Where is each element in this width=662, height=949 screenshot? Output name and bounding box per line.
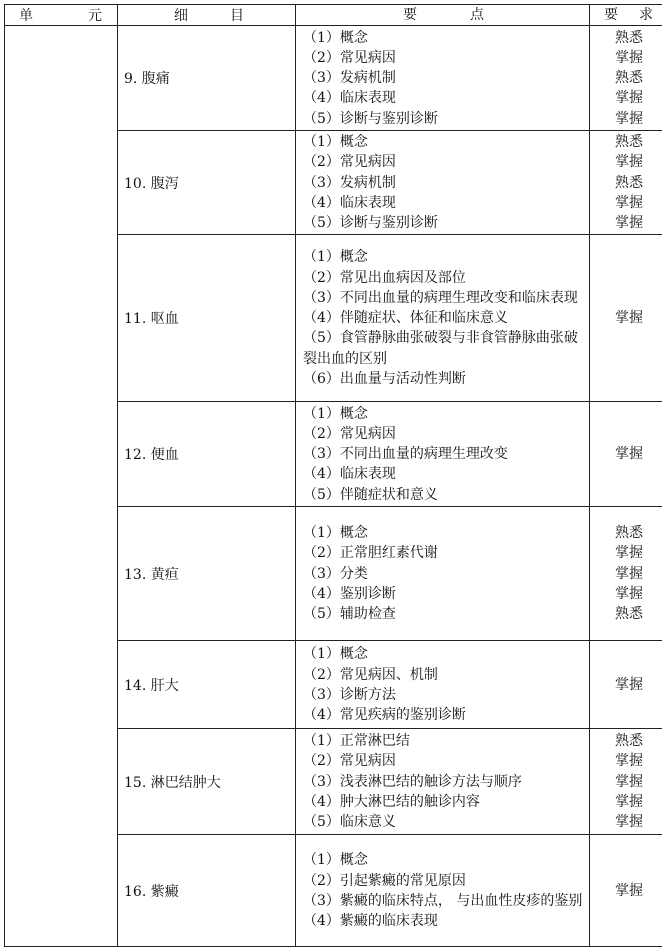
requirement-cell [590,507,662,641]
requirement-value: 熟悉 [615,525,643,542]
point-line: （1）概念 [303,646,368,663]
point-line: （5）诊断与鉴别诊断 [303,110,438,127]
item-cell: 10. 腹泻 [118,131,296,235]
points-cell [296,835,590,947]
table-body [5,26,662,947]
requirement-cell [590,835,662,947]
point-line: （5）临床意义 [303,814,396,830]
point-line: （2）常见病因 [303,425,396,442]
header-item-char: 目 [230,8,245,25]
point-line: （4）临床表现 [303,194,396,211]
points-cell [296,729,590,835]
requirement-value: 掌握 [615,676,643,693]
point-line: （2）常见病因 [303,49,396,66]
point-line: （3）发病机制 [303,70,396,87]
item-cell: 15. 淋巴结肿大 [118,729,296,835]
requirement-cell [590,729,662,835]
point-line: （3）紫癜的临床特点， 与出血性皮疹的鉴别 [303,892,583,909]
point-line: （4）常见疾病的鉴别诊断 [303,706,466,723]
header-unit-char: 单 [19,8,34,25]
requirement-value: 掌握 [615,773,643,790]
header-points-char: 要 [403,7,418,23]
requirement-value: 掌握 [615,310,643,327]
requirement-value: 熟悉 [615,134,643,151]
points-cell [296,402,590,507]
item-cell: 16. 紫癜 [118,835,296,947]
requirement-value: 掌握 [615,194,643,211]
header-points [296,5,590,26]
point-line: （1）概念 [303,249,368,266]
requirement-value: 熟悉 [615,29,643,46]
point-line: （4）临床表现 [303,466,396,483]
point-line: （1）概念 [303,29,368,46]
requirement-cell [590,641,662,729]
header-item [118,5,296,26]
requirement-cell [590,26,662,131]
header-req-char: 要 [604,7,619,23]
point-line: （4）鉴别诊断 [303,585,396,602]
point-line: （2）正常胆红素代谢 [303,545,438,562]
point-line: （2）常见病因、机制 [303,666,438,683]
requirement-value: 掌握 [615,753,643,770]
header-req [590,5,662,26]
table-row [5,26,662,131]
points-cell [296,131,590,235]
point-line: （1）概念 [303,525,368,542]
requirement-value: 熟悉 [615,733,643,750]
point-line: （4）肿大淋巴结的触诊内容 [303,793,480,810]
requirement-value: 掌握 [615,565,643,582]
point-line: （5）诊断与鉴别诊断 [303,215,438,231]
points-cell [296,507,590,641]
requirement-value: 掌握 [615,110,643,127]
points-cell [296,641,590,729]
point-line: （3）发病机制 [303,174,396,191]
point-line: （6）出血量与活动性判断 [303,370,466,387]
header-row [5,5,662,26]
point-line: （3）分类 [303,565,368,582]
requirement-value: 掌握 [615,49,643,66]
requirement-cell [590,402,662,507]
points-cell [296,26,590,131]
point-line: （5）食管静脉曲张破裂与非食管静脉曲张破裂出血的区别 [303,330,578,367]
requirement-value: 掌握 [615,215,643,231]
syllabus-table [4,4,662,947]
header-points-char: 点 [470,7,485,23]
requirement-value: 掌握 [615,446,643,463]
header-req-char: 求 [639,7,654,23]
requirement-value: 掌握 [615,814,643,830]
unit-cell [5,26,118,947]
point-line: （1）概念 [303,852,368,869]
requirement-value: 掌握 [615,154,643,171]
item-cell: 13. 黄疸 [118,507,296,641]
point-line: （1）正常淋巴结 [303,733,410,750]
point-line: （5）伴随症状和意义 [303,486,438,503]
requirement-value: 掌握 [615,793,643,810]
item-cell: 9. 腹痛 [118,26,296,131]
point-line: （3）诊断方法 [303,686,396,703]
point-line: （2）引起紫癜的常见原因 [303,872,466,889]
point-line: （1）概念 [303,405,368,422]
item-cell: 12. 便血 [118,402,296,507]
point-line: （5）辅助检查 [303,606,396,622]
point-line: （4）伴随症状、体征和临床意义 [303,310,508,327]
requirement-value: 熟悉 [615,70,643,87]
requirement-cell [590,131,662,235]
header-unit [5,5,118,26]
point-line: （3）浅表淋巴结的触诊方法与顺序 [303,773,522,790]
item-cell: 14. 肝大 [118,641,296,729]
requirement-value: 熟悉 [615,606,643,622]
requirement-value: 掌握 [615,90,643,107]
point-line: （4）临床表现 [303,90,396,107]
point-line: （3）不同出血量的病理生理改变 [303,446,508,463]
requirement-cell [590,235,662,402]
header-item-char: 细 [174,8,189,25]
requirement-value: 熟悉 [615,174,643,191]
point-line: （1）概念 [303,134,368,151]
requirement-value: 掌握 [615,882,643,899]
point-line: （2）常见出血病因及部位 [303,269,466,286]
points-cell [296,235,590,402]
point-line: （2）常见病因 [303,154,396,171]
point-line: （2）常见病因 [303,753,396,770]
requirement-value: 掌握 [615,545,643,562]
point-line: （4）紫癜的临床表现 [303,912,438,929]
point-line: （3）不同出血量的病理生理改变和临床表现 [303,289,578,306]
requirement-value: 掌握 [615,585,643,602]
header-unit-char: 元 [88,8,103,25]
item-cell: 11. 呕血 [118,235,296,402]
